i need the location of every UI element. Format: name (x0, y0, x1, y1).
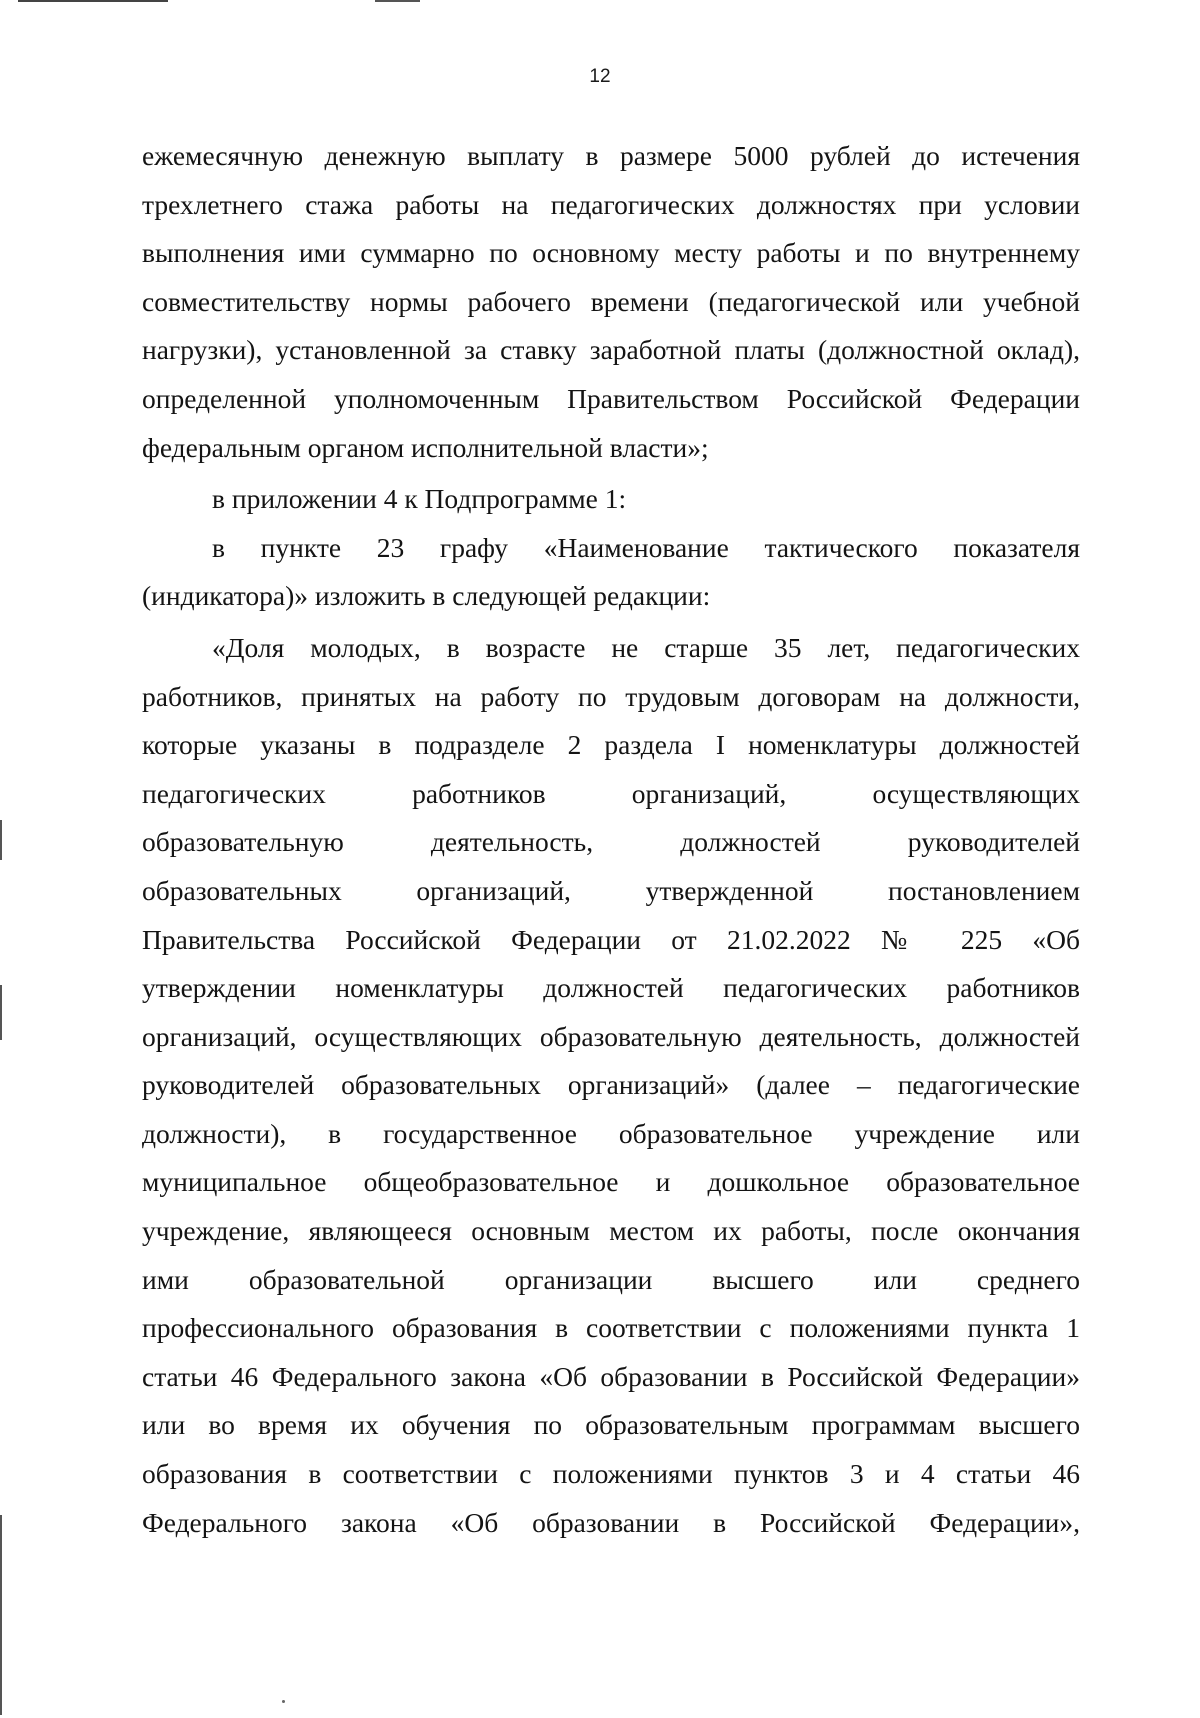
scan-artifact-line (18, 0, 168, 2)
text-line: организаций, осуществляющих образовательную деятельность, должностей (142, 1020, 1080, 1052)
text-line: или во время их обучения по образовательным программам высшего (142, 1409, 1080, 1441)
scan-artifact-dot (282, 1700, 285, 1703)
text-line: работников, принятых на работу по трудовым договорам на должности, (142, 680, 1080, 712)
text-line: учреждение, являющееся основным местом их работы, после окончания (142, 1215, 1080, 1247)
text-line: трехлетнего стажа работы на педагогических должностях при условии (142, 188, 1080, 220)
text-line: нагрузки), установленной за ставку заработной платы (должностной оклад), (142, 334, 1080, 366)
text-line: статьи 46 Федерального закона «Об образовании в Российской Федерации» (142, 1360, 1080, 1392)
text-line: должности), в государственное образовательное учреждение или (142, 1117, 1080, 1149)
text-line: ежемесячную денежную выплату в размере 5000 рублей до истечения (142, 140, 1080, 171)
text-line: руководителей образовательных организаций» (далее – педагогические (142, 1069, 1080, 1101)
text-line: в приложении 4 к Подпрограмме 1: (212, 483, 627, 515)
text-line: профессионального образования в соответствии с положениями пункта 1 (142, 1312, 1080, 1344)
text-line: муниципальное общеобразовательное и дошкольное образовательное (142, 1166, 1080, 1198)
text-line: образовательных организаций, утвержденной постановлением (142, 874, 1080, 906)
scan-artifact-line (375, 0, 420, 2)
text-line: Правительства Российской Федерации от 21.02.2022 № 225 «Об (142, 923, 1080, 955)
scan-artifact-mark (0, 820, 2, 860)
text-line: в пункте 23 графу «Наименование тактического показателя (212, 531, 1080, 563)
text-line: которые указаны в подразделе 2 раздела I номенклатуры должностей (142, 729, 1080, 761)
text-line: образовательную деятельность, должностей руководителей (142, 826, 1080, 858)
text-line: федеральным органом исполнительной власти»; (142, 431, 709, 463)
scan-artifact-mark (0, 1515, 2, 1715)
text-line: совместительству нормы рабочего времени (педагогической или учебной (142, 285, 1080, 317)
text-line: выполнения ими суммарно по основному месту работы и по внутреннему (142, 237, 1080, 269)
document-body (142, 132, 1080, 1547)
text-line: (индикатора)» изложить в следующей редакции: (142, 580, 711, 612)
text-line: определенной уполномоченным Правительством Российской Федерации (142, 382, 1080, 414)
scan-artifact-mark (0, 985, 2, 1040)
text-line: «Доля молодых, в возрасте не старше 35 лет, педагогических (212, 631, 1080, 663)
page-number: 12 (589, 66, 611, 87)
text-line: образования в соответствии с положениями пунктов 3 и 4 статьи 46 (142, 1458, 1080, 1490)
text-line: утверждении номенклатуры должностей педагогических работников (142, 972, 1080, 1004)
text-line: педагогических работников организаций, осуществляющих (142, 777, 1080, 809)
text-line: Федерального закона «Об образовании в Российской Федерации», (142, 1506, 1080, 1538)
text-line: ими образовательной организации высшего или среднего (142, 1263, 1080, 1295)
